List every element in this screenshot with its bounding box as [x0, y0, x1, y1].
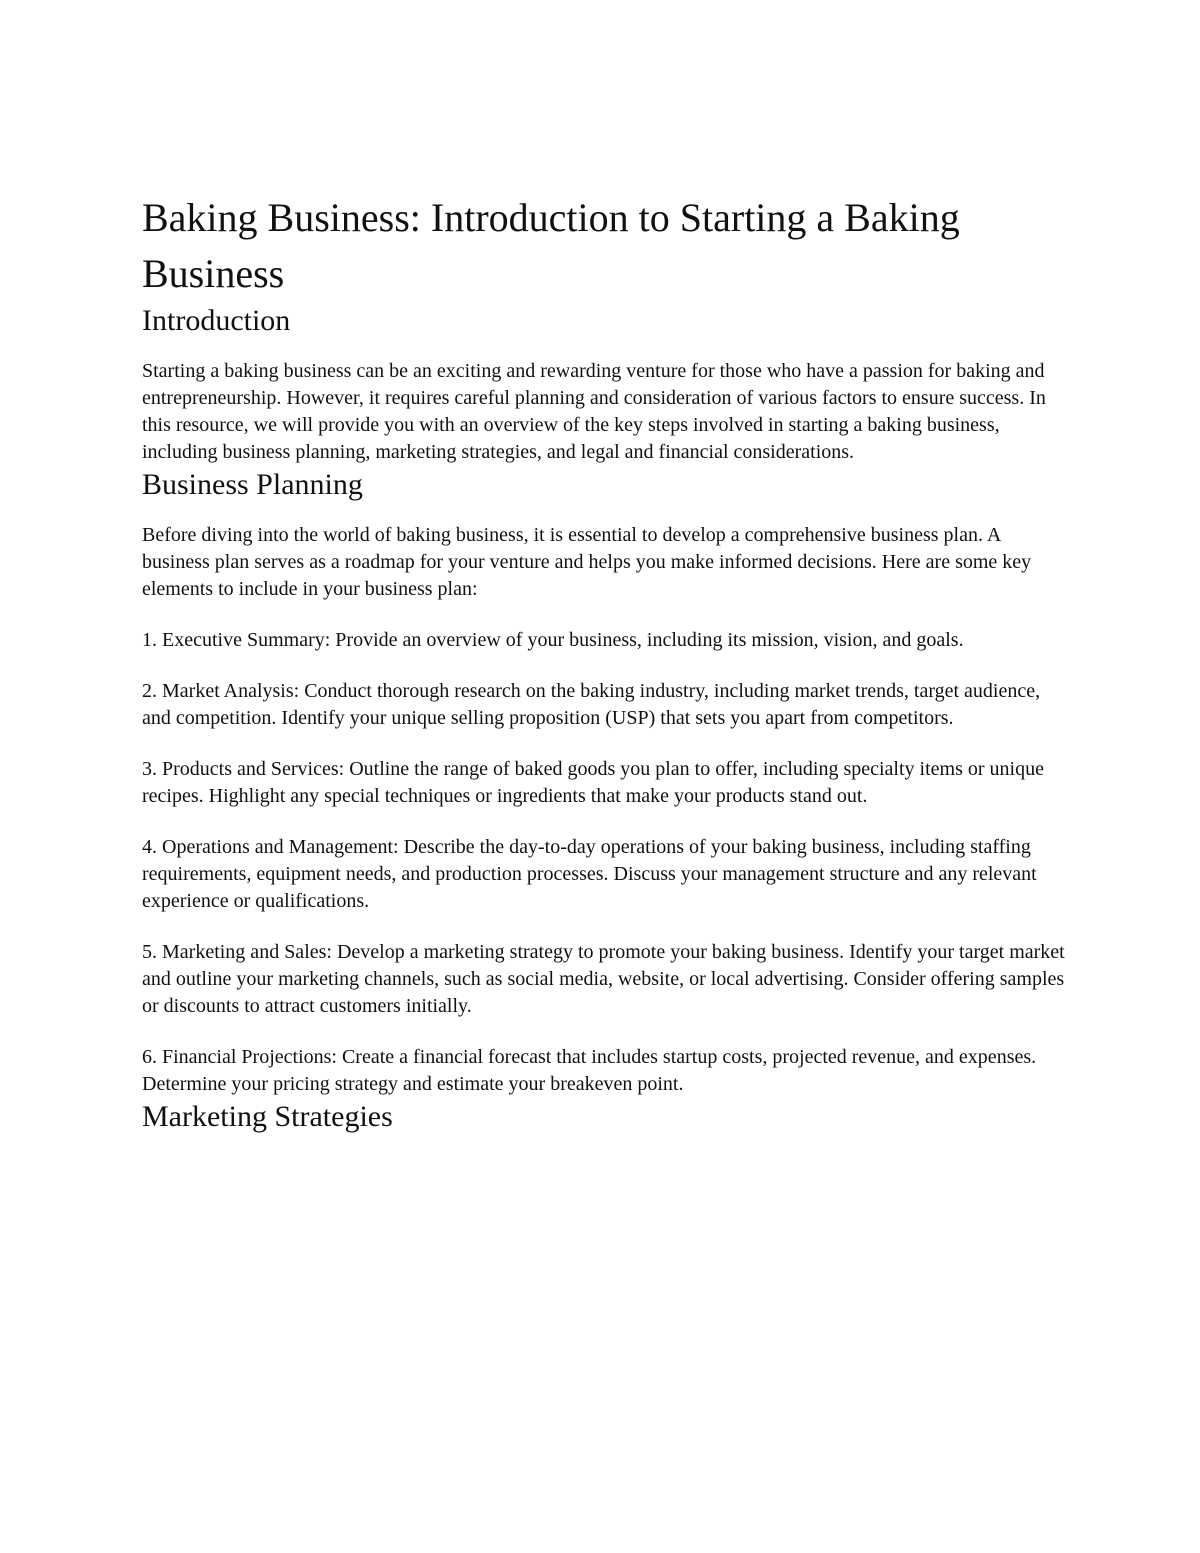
- list-item-financial-projections: 6. Financial Projections: Create a financial forecast that includes startup costs, projected revenue, and expenses. Determine your pricing strategy and estimate your breakeven point.: [142, 1046, 1037, 1095]
- business-planning-paragraph: Before diving into the world of baking business, it is essential to develop a comprehensive business plan. A business plan serves as a roadmap for your venture and helps you make informed decisions. Here are some key elements to include in your business plan:: [142, 524, 1032, 600]
- document-body: [142, 190, 1072, 1136]
- list-item-operations-management: 4. Operations and Management: Describe the day-to-day operations of your baking business, including staffing requirements, equipment needs, and production processes. Discuss your management structure and any relevant experience or qualifications.: [142, 836, 1037, 912]
- list-item-marketing-sales: 5. Marketing and Sales: Develop a marketing strategy to promote your baking business. Identify your target market and outline your marketing channels, such as social media, website, or local advertising. Consider offering samples or discounts to attract customers initially.: [142, 941, 1065, 1017]
- list-item-executive-summary: 1. Executive Summary: Provide an overview of your business, including its mission, vision, and goals.: [142, 629, 964, 651]
- list-item-products-services: 3. Products and Services: Outline the range of baked goods you plan to offer, including specialty items or unique recipes. Highlight any special techniques or ingredients that make your products stand out.: [142, 758, 1044, 807]
- document-title: Baking Business: Introduction to Starting a Baking Business: [142, 195, 960, 296]
- section-heading-business-planning: Business Planning: [142, 468, 363, 501]
- introduction-paragraph: Starting a baking business can be an exciting and rewarding venture for those who have a passion for baking and entrepreneurship. However, it requires careful planning and consideration of various factors to ensure success. In this resource, we will provide you with an overview of the key steps involved in starting a baking business, including business planning, marketing strategies, and legal and financial considerations.: [142, 360, 1046, 463]
- list-item-market-analysis: 2. Market Analysis: Conduct thorough research on the baking industry, including market trends, target audience, and competition. Identify your unique selling proposition (USP) that sets you apart from competitors.: [142, 680, 1041, 729]
- section-heading-marketing-strategies: Marketing Strategies: [142, 1100, 393, 1133]
- section-heading-introduction: Introduction: [142, 304, 291, 337]
